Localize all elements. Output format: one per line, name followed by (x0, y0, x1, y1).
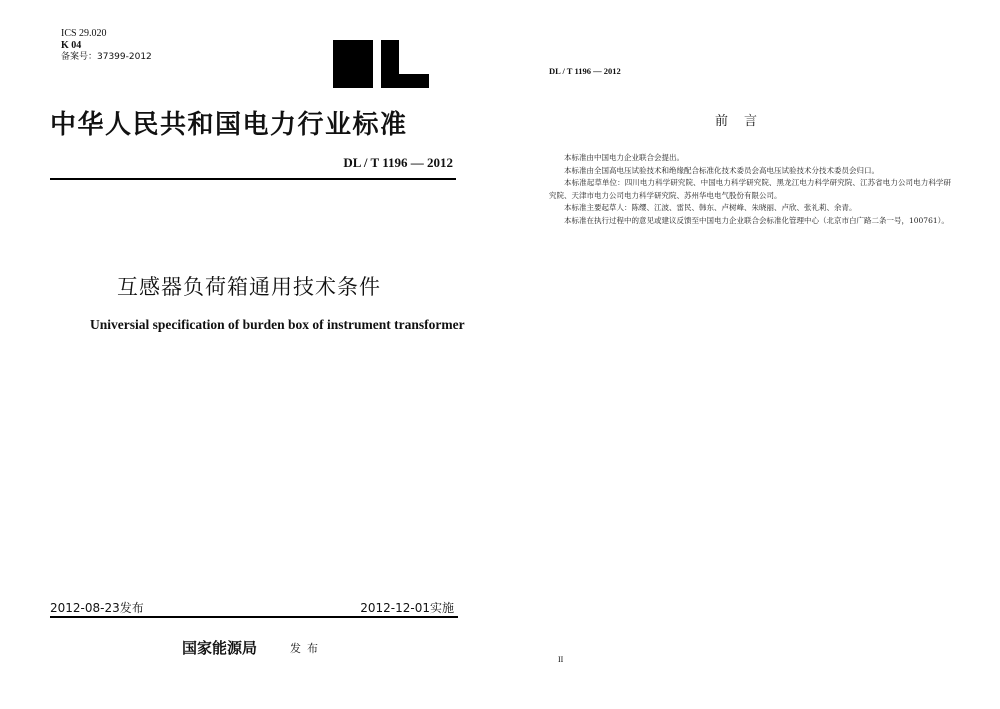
preface-paragraph: 本标准起草单位：四川电力科学研究院、中国电力科学研究院、黑龙江电力科学研究院、江苏省电力公司电力科学研究院、天津市电力公司电力科学研究院、苏州华电电气股份有限公司。 (549, 178, 951, 200)
logo-l-foot (381, 74, 429, 88)
ics-code: ICS 29.020 (61, 28, 107, 39)
classification-code: K 04 (61, 40, 82, 51)
preface-body (549, 152, 951, 227)
page-number: II (558, 655, 564, 664)
implementation-date: 2012-12-01实施 (360, 601, 454, 615)
issue-date: 2012-08-23发布 (50, 601, 144, 615)
issue-label: 发布 (290, 642, 324, 655)
footer-rule (50, 616, 458, 618)
preface-page (500, 0, 1000, 709)
org-standard-title: 中华人民共和国电力行业标准 (50, 110, 408, 140)
chinese-title: 互感器负荷箱通用技术条件 (117, 275, 381, 299)
standard-number: DL / T 1196 — 2012 (343, 155, 453, 170)
preface-paragraph: 本标准由全国高电压试验技术和绝缘配合标准化技术委员会高电压试验技术分技术委员会归口。 (564, 165, 879, 175)
header-rule (50, 178, 456, 180)
preface-header-code: DL / T 1196 — 2012 (549, 66, 621, 76)
preface-paragraph: 本标准由中国电力企业联合会提出。 (564, 153, 684, 162)
record-number: 备案号：37399-2012 (61, 52, 152, 62)
issuer: 国家能源局 (182, 639, 258, 657)
preface-paragraph: 本标准在执行过程中的意见或建议反馈至中国电力企业联合会标准化管理中心（北京市白广路二条一号，100761）。 (564, 215, 949, 225)
preface-title: 前言 (715, 114, 774, 129)
preface-paragraph: 本标准主要起草人：陈缨、江波、雷民、韩东、卢树峰、朱晓丽、卢欣、张礼莉、余青。 (564, 203, 857, 212)
english-title: Universial specification of burden box of instrument transformer (90, 317, 465, 332)
logo-d-block (333, 40, 373, 88)
dl-logo (333, 40, 429, 88)
